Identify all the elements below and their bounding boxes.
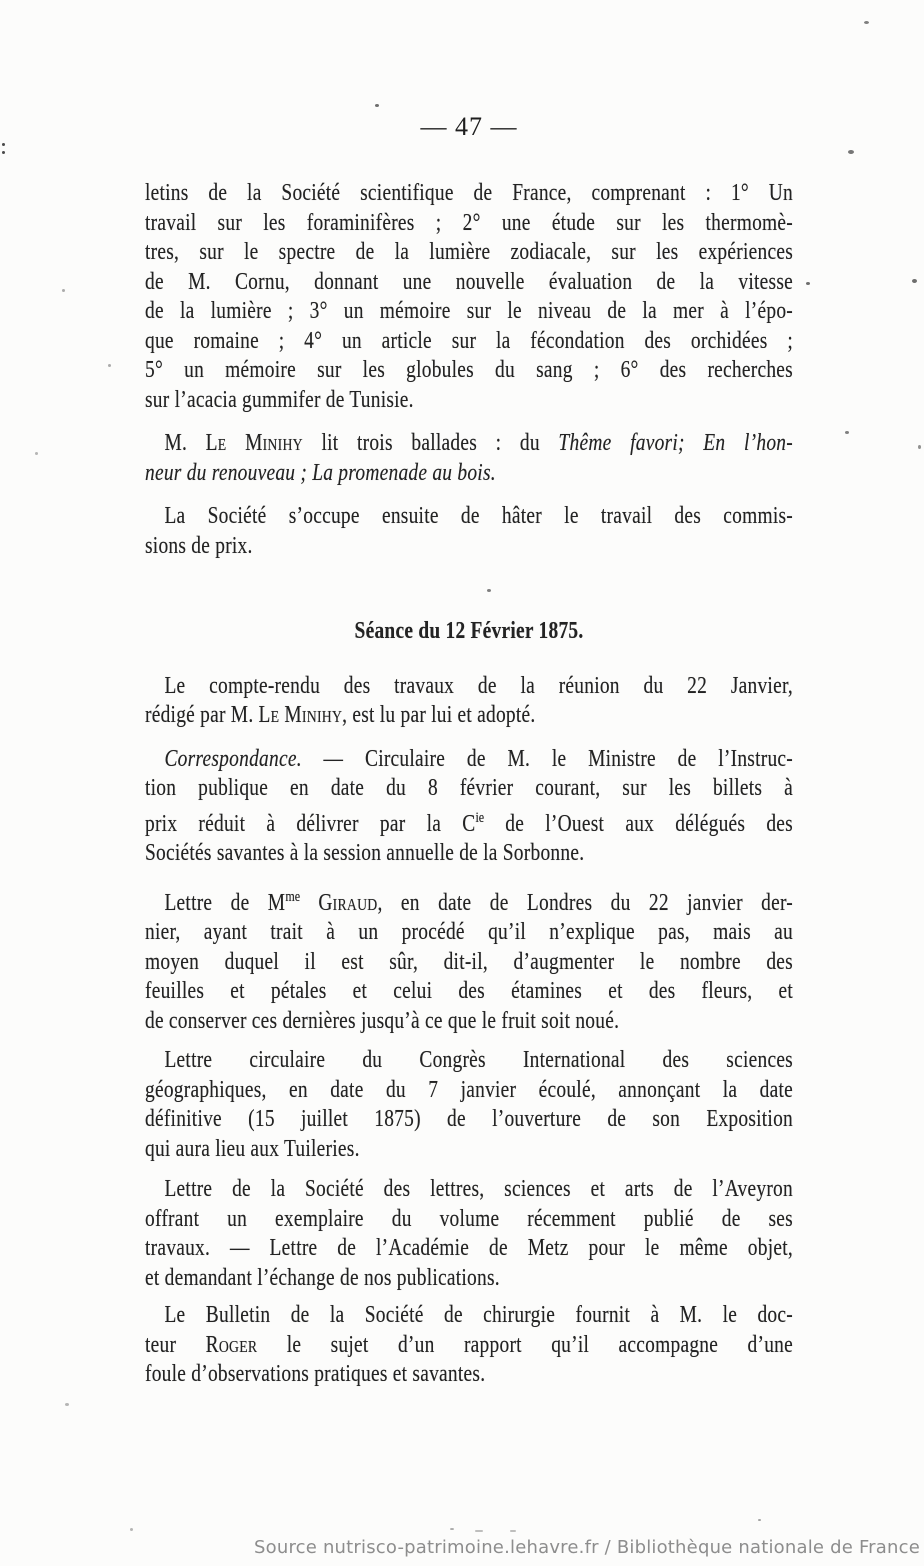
text-segment: Le compte-rendu des travaux de la réunion du 22 Janvier, — [164, 672, 793, 699]
text-segment: letins de la Société scientifique de France, comprenant : 1° Un — [145, 180, 793, 206]
paragraph — [145, 502, 793, 561]
scan-speck — [848, 150, 854, 154]
text-segment: qui aura lieu aux Tuileries. — [145, 1135, 360, 1162]
text-segment: travaux. — Lettre de l’Académie de Metz pour le même objet, — [145, 1235, 793, 1261]
scan-speck — [108, 364, 111, 367]
bold-text: Séance du 12 Février 1875. — [354, 618, 584, 644]
text-segment: nier, ayant trait à un procédé qu’il n’explique pas, mais au — [145, 919, 793, 945]
paragraph — [145, 1046, 793, 1164]
scan-speck — [130, 1528, 133, 1531]
text-line — [145, 238, 793, 268]
text-line — [145, 429, 793, 459]
text-segment: rédigé par M. — [145, 702, 259, 728]
text-line — [145, 327, 793, 357]
text-line — [145, 502, 793, 532]
text-line — [145, 1046, 793, 1076]
scan-speck — [510, 1530, 516, 1532]
superscript: me — [285, 888, 301, 905]
text-segment: lit trois ballades : du — [302, 430, 559, 456]
paragraph — [145, 1301, 793, 1390]
scan-speck — [2, 151, 5, 154]
text-segment: tres, sur le spectre de la lumière zodiacale, sur les expériences — [145, 239, 793, 265]
paragraph — [145, 672, 793, 731]
smallcaps-name: Le Minihy — [205, 430, 303, 456]
text-segment: sur l’acacia gummifer de Tunisie. — [145, 386, 414, 413]
text-segment: Le Bulletin de la Société de chirurgie fournit à M. le doc- — [164, 1302, 793, 1328]
text-line — [145, 1076, 793, 1106]
text-line — [145, 386, 793, 416]
scan-speck — [475, 1530, 483, 1532]
text-line — [145, 1135, 793, 1165]
italic-text: neur du renouveau — [145, 459, 296, 486]
scan-speck — [758, 1519, 761, 1521]
text-segment: travail sur les foraminifères ; 2° une étude sur les thermomè- — [145, 209, 793, 236]
text-segment: de l’Ouest aux délégués des — [484, 810, 793, 837]
text-line — [145, 883, 793, 919]
scan-speck — [2, 143, 5, 146]
text-segment: de conserver ces dernières jusqu’à ce que le fruit soit noué. — [145, 1007, 620, 1034]
text-segment: La Société s’occupe ensuite de hâter le travail des commis- — [164, 503, 793, 529]
text-line — [145, 209, 793, 239]
text-line — [145, 179, 793, 209]
text-segment: , en date de Londres du 22 janvier der- — [377, 889, 793, 916]
superscript: ie — [475, 809, 485, 826]
text-segment: géographiques, en date du 7 janvier écoulé, annonçant la date — [145, 1076, 793, 1103]
section-heading — [145, 617, 793, 647]
scan-speck — [65, 1403, 69, 1406]
source-attribution: Source nutrisco-patrimoine.lehavre.fr / Bibliothèque nationale de France — [254, 1537, 920, 1558]
text-line — [145, 1007, 793, 1037]
text-line — [145, 1331, 793, 1361]
text-segment: 5° un mémoire sur les globules du sang ; 6° des recherches — [145, 357, 793, 383]
text-line — [145, 532, 793, 562]
text-segment: foule d’observations pratiques et savantes. — [145, 1361, 486, 1387]
text-segment: de la lumière ; 3° un mémoire sur le niveau de la mer à l’épo- — [145, 298, 793, 324]
scan-speck — [918, 445, 921, 449]
text-segment: Lettre de la Société des lettres, sciences et arts de l’Aveyron — [164, 1176, 793, 1202]
text-line — [145, 1205, 793, 1235]
text-line — [145, 617, 793, 647]
text-segment: , est lu par lui et adopté. — [342, 702, 536, 728]
text-segment: de M. Cornu, donnant une nouvelle évaluation de la vitesse — [145, 268, 793, 295]
text-segment: Lettre circulaire du Congrès International des sciences — [164, 1047, 793, 1073]
text-line — [145, 459, 793, 489]
text-segment: le sujet d’un rapport qu’il accompagne d’une — [257, 1331, 793, 1358]
text-segment: moyen duquel il est sûr, dit-il, d’augmenter le nombre des — [145, 948, 793, 975]
text-line — [145, 1234, 793, 1264]
text-segment: que romaine ; 4° un article sur la fécondation des orchidées ; — [145, 327, 793, 354]
italic-text: La promenade au bois. — [312, 459, 496, 486]
scan-speck — [845, 431, 849, 434]
text-segment: Lettre de M — [164, 889, 286, 916]
scan-speck — [806, 282, 810, 285]
text-segment: et demandant l’échange de nos publications. — [145, 1264, 500, 1291]
italic-text: Correspondance. — [164, 745, 302, 772]
scan-speck — [487, 589, 491, 592]
text-line — [145, 839, 793, 869]
text-line — [145, 268, 793, 298]
text-segment: tion publique en date du 8 février courant, sur les billets à — [145, 775, 793, 801]
text-line — [145, 745, 793, 775]
scan-speck — [912, 279, 917, 283]
smallcaps-name: Giraud — [318, 889, 378, 916]
text-line — [145, 977, 793, 1007]
text-line — [145, 672, 793, 702]
smallcaps-name: Le Minihy — [258, 702, 343, 728]
paragraph — [145, 429, 793, 488]
text-line — [145, 1264, 793, 1294]
text-segment: Sociétés savantes à la session annuelle de la Sorbonne. — [145, 840, 585, 866]
text-segment: offrant un exemplaire du volume récemment publié de ses — [145, 1205, 793, 1232]
paragraph — [145, 883, 793, 1037]
text-segment: sions de prix. — [145, 532, 253, 559]
scan-speck — [35, 452, 38, 455]
text-segment: teur — [145, 1331, 206, 1358]
text-line — [145, 918, 793, 948]
text-line — [145, 1175, 793, 1205]
scan-speck — [864, 21, 869, 24]
text-line — [145, 948, 793, 978]
italic-text: Thême favori; En l’hon- — [558, 430, 793, 456]
page-body — [145, 179, 793, 1390]
text-line — [145, 701, 793, 731]
text-line — [145, 297, 793, 327]
scan-speck — [375, 104, 379, 107]
text-line — [145, 774, 793, 804]
page-number: — 47 — — [420, 112, 518, 141]
text-segment — [300, 890, 318, 916]
scan-speck — [62, 289, 65, 292]
text-segment: définitive (15 juillet 1875) de l’ouverture de son Exposition — [145, 1106, 793, 1132]
text-line — [145, 356, 793, 386]
text-line — [145, 1105, 793, 1135]
paragraph — [145, 179, 793, 415]
text-segment: feuilles et pétales et celui des étamines et des fleurs, et — [145, 978, 793, 1004]
text-segment: prix réduit à délivrer par la C — [145, 810, 476, 837]
text-segment: — Circulaire de M. le Ministre de l’Instruc- — [301, 745, 793, 772]
smallcaps-name: Roger — [205, 1331, 258, 1358]
text-line — [145, 1301, 793, 1331]
scan-speck — [450, 1528, 454, 1530]
text-line — [145, 804, 793, 840]
text-segment: M. — [164, 430, 206, 456]
text-line — [145, 1360, 793, 1390]
paragraph — [145, 1175, 793, 1293]
paragraph — [145, 745, 793, 869]
italic-text: ; — [295, 459, 313, 486]
